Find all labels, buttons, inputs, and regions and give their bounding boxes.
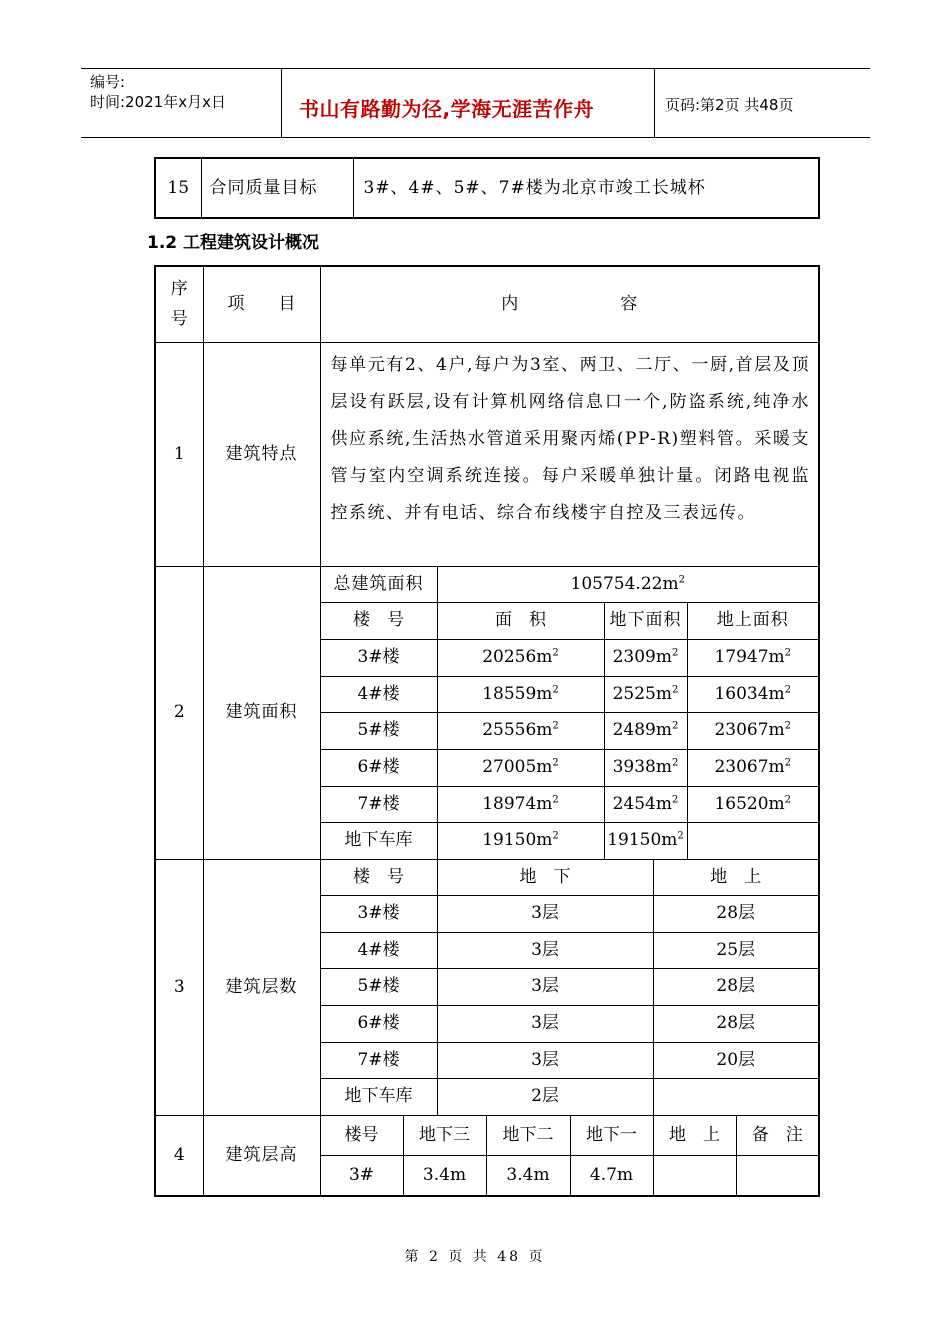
col-header: 地下面积 [604,602,687,639]
above-floors-cell: 28层 [653,895,819,932]
row-item: 合同质量目标 [201,158,353,218]
below-area-cell: $3938m^2$ [604,749,687,786]
design-overview-table [154,265,820,1197]
table-row [155,859,819,895]
col-header: 楼 号 [320,602,437,639]
area-cell: $19150m^2$ [437,822,604,859]
building-cell: 5#楼 [320,968,437,1005]
above-area-cell: $16034m^2$ [687,676,819,712]
col-header: 楼 号 [320,859,437,895]
area-cell: $18974m^2$ [437,786,604,822]
above-area-cell [687,822,819,859]
height-cell: 3# [320,1155,403,1196]
col-header: 地下三 [403,1115,486,1155]
above-floors-cell: 20层 [653,1042,819,1078]
height-cell: 4.7m [570,1155,653,1196]
header-no-bottom: 号 [170,309,188,330]
header-no-top: 序 [170,278,188,299]
total-area-value: $105754.22m^2$ [437,566,819,602]
col-header: 地下一 [570,1115,653,1155]
col-header: 楼号 [320,1115,403,1155]
above-floors-cell [653,1078,819,1115]
total-area-label: 总建筑面积 [320,566,437,602]
below-floors-cell: 2层 [437,1078,653,1115]
building-cell: 3#楼 [320,895,437,932]
col-header: 面 积 [437,602,604,639]
below-floors-cell: 3层 [437,968,653,1005]
below-floors-cell: 3层 [437,1042,653,1078]
area-cell: $27005m^2$ [437,749,604,786]
area-cell: $20256m^2$ [437,639,604,676]
col-header: 地下二 [486,1115,570,1155]
row-number: 1 [155,342,203,566]
below-area-cell: $2454m^2$ [604,786,687,822]
header-content: 内 容 [320,266,819,342]
col-header: 地 上 [653,1115,736,1155]
row-number: 2 [155,566,203,859]
table-row [155,158,819,218]
col-header: 地 下 [437,859,653,895]
above-area-cell: $17947m^2$ [687,639,819,676]
date-line: 时间:2021年x月x日 [90,93,226,111]
height-cell: 3.4m [403,1155,486,1196]
above-floors-cell: 25层 [653,932,819,968]
height-cell [736,1155,819,1196]
row-number: 3 [155,859,203,1115]
col-header: 地上面积 [687,602,819,639]
building-cell: 地下车库 [320,1078,437,1115]
above-floors-cell: 28层 [653,968,819,1005]
table-row [155,1115,819,1155]
row-number: 4 [155,1115,203,1196]
row-item: 建筑层数 [203,859,320,1115]
above-area-cell: $23067m^2$ [687,749,819,786]
building-cell: 6#楼 [320,749,437,786]
above-area-cell: $16520m^2$ [687,786,819,822]
above-floors-cell: 28层 [653,1005,819,1042]
header-motto: 书山有路勤为径,学海无涯苦作舟 [299,97,595,121]
header-item: 项 目 [203,266,320,342]
table-row [155,342,819,566]
section-title: 1.2 工程建筑设计概况 [147,233,320,253]
above-area-cell: $23067m^2$ [687,712,819,749]
below-area-cell: $2309m^2$ [604,639,687,676]
below-area-cell: $19150m^2$ [604,822,687,859]
feature-description: 每单元有2、4户,每户为3室、两卫、二厅、一厨,首层及顶层设有跃层,设有计算机网络信息口一个,防盗系统,纯净水供应系统,生活热水管道采用聚丙烯(PP-R)塑料管。采暖支管与室内空调系统连接。每户采暖单独计量。闭路电视监控系统、并有电话、综合布线楼宇自控及三表远传。 [320,342,819,566]
below-area-cell: $2489m^2$ [604,712,687,749]
below-floors-cell: 3层 [437,1005,653,1042]
header-no [155,266,203,342]
building-cell: 4#楼 [320,676,437,712]
header-divider [654,69,655,137]
col-header: 地 上 [653,859,819,895]
doc-number-label: 编号: [90,73,126,91]
row-content: 3#、4#、5#、7#楼为北京市竣工长城杯 [353,158,819,218]
page-footer: 第 2 页 共 48 页 [404,1249,546,1265]
area-cell: $18559m^2$ [437,676,604,712]
below-area-cell: $2525m^2$ [604,676,687,712]
building-cell: 3#楼 [320,639,437,676]
below-floors-cell: 3层 [437,895,653,932]
col-header: 备 注 [736,1115,819,1155]
building-cell: 4#楼 [320,932,437,968]
header-divider [281,69,282,137]
contract-table [154,157,820,219]
building-cell: 5#楼 [320,712,437,749]
building-cell: 7#楼 [320,786,437,822]
building-cell: 7#楼 [320,1042,437,1078]
row-item: 建筑特点 [203,342,320,566]
page-code: 页码:第2页 共48页 [665,96,794,114]
row-item: 建筑层高 [203,1115,320,1196]
height-cell [653,1155,736,1196]
building-cell: 地下车库 [320,822,437,859]
table-header-row [155,266,819,342]
row-item: 建筑面积 [203,566,320,859]
page-header [81,68,870,138]
building-cell: 6#楼 [320,1005,437,1042]
table-row [155,566,819,602]
row-number: 15 [155,158,201,218]
below-floors-cell: 3层 [437,932,653,968]
height-cell: 3.4m [486,1155,570,1196]
area-cell: $25556m^2$ [437,712,604,749]
